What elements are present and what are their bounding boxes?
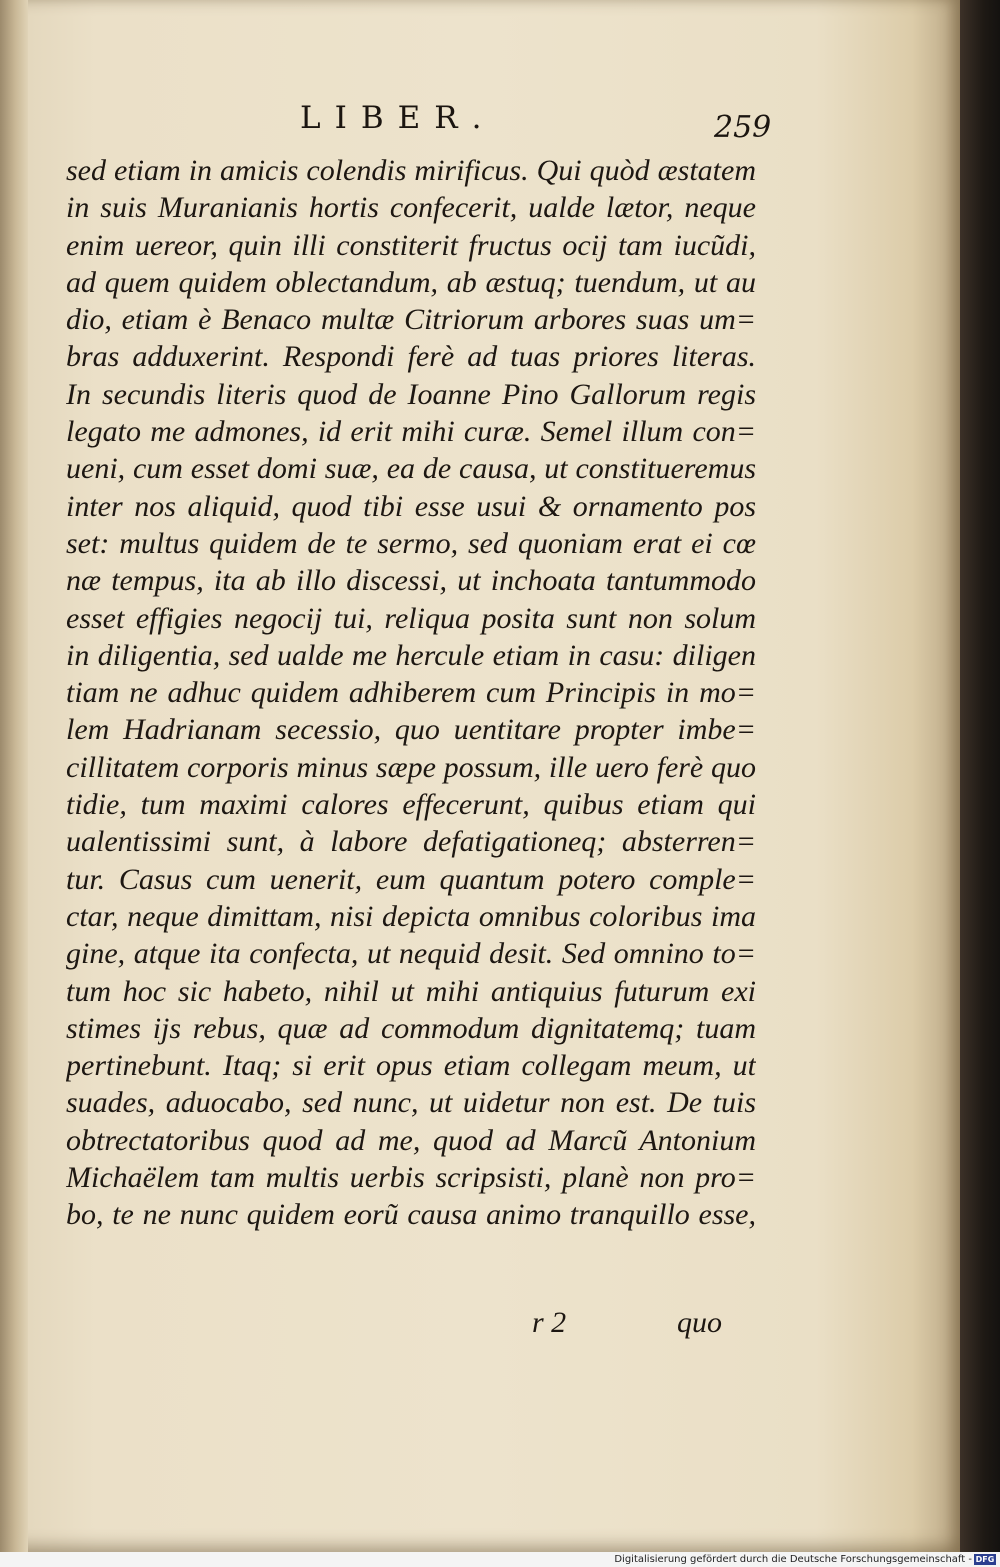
page-edge-shadow	[960, 0, 1000, 1567]
text-line: in suis Muranianis hortis confecerit, ualde lætor, neque	[66, 191, 756, 225]
text-line: ueni, cum esset domi suæ, ea de causa, ut constitueremus	[66, 452, 756, 486]
text-line: suades, aduocabo, sed nunc, ut uidetur non est. De tuis	[66, 1086, 756, 1120]
text-line: næ tempus, ita ab illo discessi, ut inchoata tantummodo	[66, 564, 756, 598]
text-line: set: multus quidem de te sermo, sed quoniam erat ei cœ	[66, 526, 756, 560]
page-number: 259	[714, 110, 772, 145]
text-line: inter nos aliquid, quod tibi esse usui & ornamento pos	[66, 489, 756, 523]
text-line: tidie, tum maximi calores effecerunt, quibus etiam qui	[66, 788, 756, 822]
signature-mark: r 2	[532, 1306, 567, 1339]
text-line: enim uereor, quin illi constiterit fructus ocij tam iucũdi,	[66, 228, 756, 262]
text-line: ualentissimi sunt, à labore defatigationeq; absterren=	[66, 825, 756, 859]
text-line: sed etiam in amicis colendis mirificus. Qui quòd æstatem	[66, 154, 756, 187]
text-line: tur. Casus cum uenerit, eum quantum potero comple=	[66, 862, 756, 896]
running-head: LIBER.	[300, 100, 496, 136]
digitization-credit: Digitalisierung gefördert durch die Deutsche Forschungsgemeinschaft -	[614, 1554, 972, 1565]
text-line: In secundis literis quod de Ioanne Pino Gallorum regis	[66, 377, 756, 411]
text-line: esset effigies negocij tui, reliqua posita sunt non solum	[66, 601, 756, 635]
text-line: stimes ijs rebus, quæ ad commodum dignitatemq; tuam	[66, 1011, 756, 1045]
text-line: tiam ne adhuc quidem adhiberem cum Principis in mo=	[66, 676, 756, 710]
text-line: bo, te ne nunc quidem eorũ causa animo tranquillo esse,	[66, 1198, 756, 1232]
dfg-logo: DFG	[975, 1555, 995, 1564]
text-line: pertinebunt. Itaq; si erit opus etiam collegam meum, ut	[66, 1049, 756, 1083]
text-line: ad quem quidem oblectandum, ab æstuq; tuendum, ut au	[66, 265, 756, 299]
text-line: cillitatem corporis minus sæpe possum, ille uero ferè quo	[66, 750, 756, 784]
text-line: obtrectatoribus quod ad me, quod ad Marcũ Antonium	[66, 1123, 756, 1157]
text-line: Michaëlem tam multis uerbis scripsisti, planè non pro=	[66, 1161, 756, 1195]
page-binding-shadow	[0, 0, 28, 1552]
text-line: gine, atque ita confecta, ut nequid desit. Sed omnino to=	[66, 937, 756, 971]
catchword: quo	[677, 1306, 722, 1339]
text-line: dio, etiam è Benaco multæ Citriorum arbores suas um=	[66, 303, 756, 337]
text-line: ctar, neque dimittam, nisi depicta omnibus coloribus ima	[66, 899, 756, 933]
text-line: tum hoc sic habeto, nihil ut mihi antiquius futurum exi	[66, 974, 756, 1008]
text-line: in diligentia, sed ualde me hercule etiam in casu: diligen	[66, 638, 756, 672]
body-text	[66, 152, 756, 1234]
text-line: lem Hadrianam secessio, quo uentitare propter imbe=	[66, 713, 756, 747]
text-line: legato me admones, id erit mihi curæ. Semel illum con=	[66, 415, 756, 449]
text-line: bras adduxerint. Respondi ferè ad tuas priores literas.	[66, 340, 756, 374]
